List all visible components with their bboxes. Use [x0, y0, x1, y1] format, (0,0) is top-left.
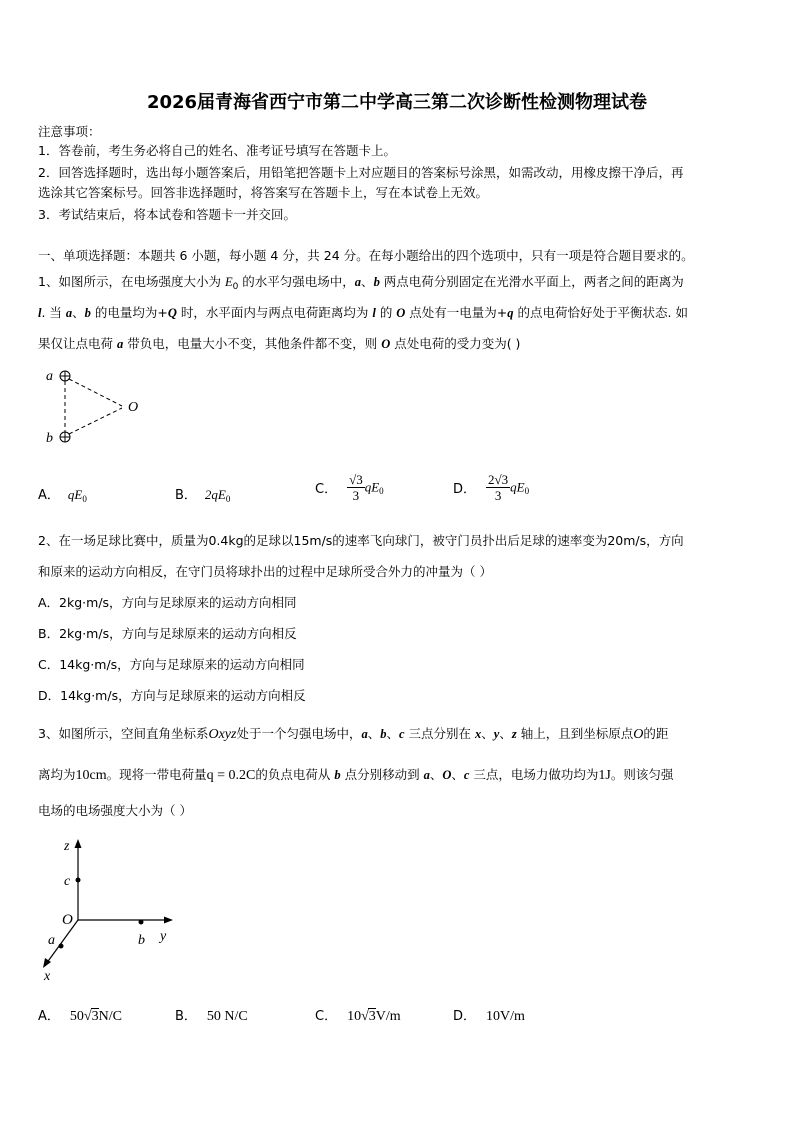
label-y: y	[160, 929, 167, 944]
dashed-side-aO	[69, 379, 122, 406]
q2-line-2: 和原来的运动方向相反，在守门员将球扑出的过程中足球所受合外力的冲量为（ ）	[38, 564, 492, 579]
q3-option-b[interactable]: B． 50 N/C	[175, 1009, 248, 1024]
label-b: b	[138, 933, 145, 948]
page-title: 2026届青海省西宁市第二中学高三第二次诊断性检测物理试卷	[146, 92, 648, 113]
q3-option-a[interactable]: A． 50√3N/C	[38, 1009, 122, 1024]
q3-line-1: 3、如图所示，空间直角坐标系Oxyz处于一个匀强电场中，a、b、c 三点分别在 x、y、z 轴上，且到坐标原点O的距	[38, 726, 669, 742]
q3-line-2: 离均为10cm。现将一带电荷量q = 0.2C的负点电荷从 b 点分别移动到 a、O、c 三点，电场力做功均为1J。则该匀强	[38, 767, 674, 783]
q2-option-c[interactable]: C．14kg·m/s，方向与足球原来的运动方向相同	[38, 657, 305, 672]
q1-line-3: 果仅让点电荷 a 带负电，电量大小不变，其他条件都不变，则 O 点处电荷的受力变为( )	[38, 336, 521, 351]
notice-line-2b: 选涂其它答案标号。回答非选择题时，将答案写在答题卡上，写在本试卷上无效。	[38, 185, 489, 200]
q3-line-3: 电场的电场强度大小为（ ）	[38, 803, 192, 818]
q1-option-d[interactable]: D． $\frac{2√3}{3}$ $qE_0$	[453, 472, 530, 503]
label-a: a	[46, 369, 53, 384]
point-b	[139, 920, 144, 925]
q1-option-b[interactable]: B． $2qE_0$	[175, 487, 231, 504]
q1-line-1: 1、如图所示，在电场强度大小为 $E_0$ 的水平匀强电场中，a、b 两点电荷分别固定在光滑水平面上，两者之间的距离为	[38, 274, 684, 292]
q3-axes-figure	[36, 836, 186, 986]
q2-line-1: 2、在一场足球比赛中，质量为0.4kg的足球以15m/s的速率飞向球门，被守门员扑出后足球的速率变为20m/s，方向	[38, 533, 684, 548]
y-axis-arrow	[164, 917, 173, 924]
notice-line-2a: 2．回答选择题时，选出每小题答案后，用铅笔把答题卡上对应题目的答案标号涂黑，如需改动，用橡皮擦干净后，再	[38, 165, 684, 180]
notice-line-1: 1．答卷前，考生务必将自己的姓名、准考证号填写在答题卡上。	[38, 143, 396, 158]
notice-line-3: 3．考试结束后，将本试卷和答题卡一并交回。	[38, 207, 296, 222]
q3-option-d[interactable]: D． 10V/m	[453, 1009, 525, 1024]
z-axis-arrow	[75, 839, 82, 848]
q2-option-d[interactable]: D．14kg·m/s，方向与足球原来的运动方向相反	[38, 688, 306, 703]
q2-option-b[interactable]: B．2kg·m/s，方向与足球原来的运动方向相反	[38, 626, 297, 641]
q1-line-2: l. 当 a、b 的电量均为+Q 时，水平面内与两点电荷距离均为 l 的 O 点处有一电量为+q 的点电荷恰好处于平衡状态. 如	[38, 305, 688, 320]
point-c	[76, 878, 81, 883]
label-b: b	[46, 431, 53, 446]
label-a: a	[48, 933, 55, 948]
q2-option-a[interactable]: A．2kg·m/s，方向与足球原来的运动方向相同	[38, 595, 297, 610]
label-O: O	[62, 912, 73, 928]
q3-option-c[interactable]: C． 10√3V/m	[315, 1009, 401, 1024]
q1-option-c[interactable]: C． $\frac{√3}{3}$ $qE_0$	[315, 472, 384, 503]
label-c: c	[64, 874, 71, 889]
fraction: $\frac{2√3}{3}$	[488, 472, 509, 503]
section-heading: 一、单项选择题：本题共 6 小题，每小题 4 分，共 24 分。在每小题给出的四个选项中，只有一项是符合题目要求的。	[38, 248, 694, 263]
label-x: x	[44, 969, 51, 984]
point-a	[59, 944, 64, 949]
fraction: $\frac{√3}{3}$	[349, 472, 363, 503]
q1-option-a[interactable]: A． $qE_0$	[38, 487, 87, 504]
dashed-side-bO	[69, 408, 122, 434]
q1-triangle-figure	[40, 362, 150, 452]
label-O: O	[128, 400, 139, 415]
notice-heading: 注意事项：	[38, 124, 101, 139]
label-z: z	[64, 839, 70, 854]
